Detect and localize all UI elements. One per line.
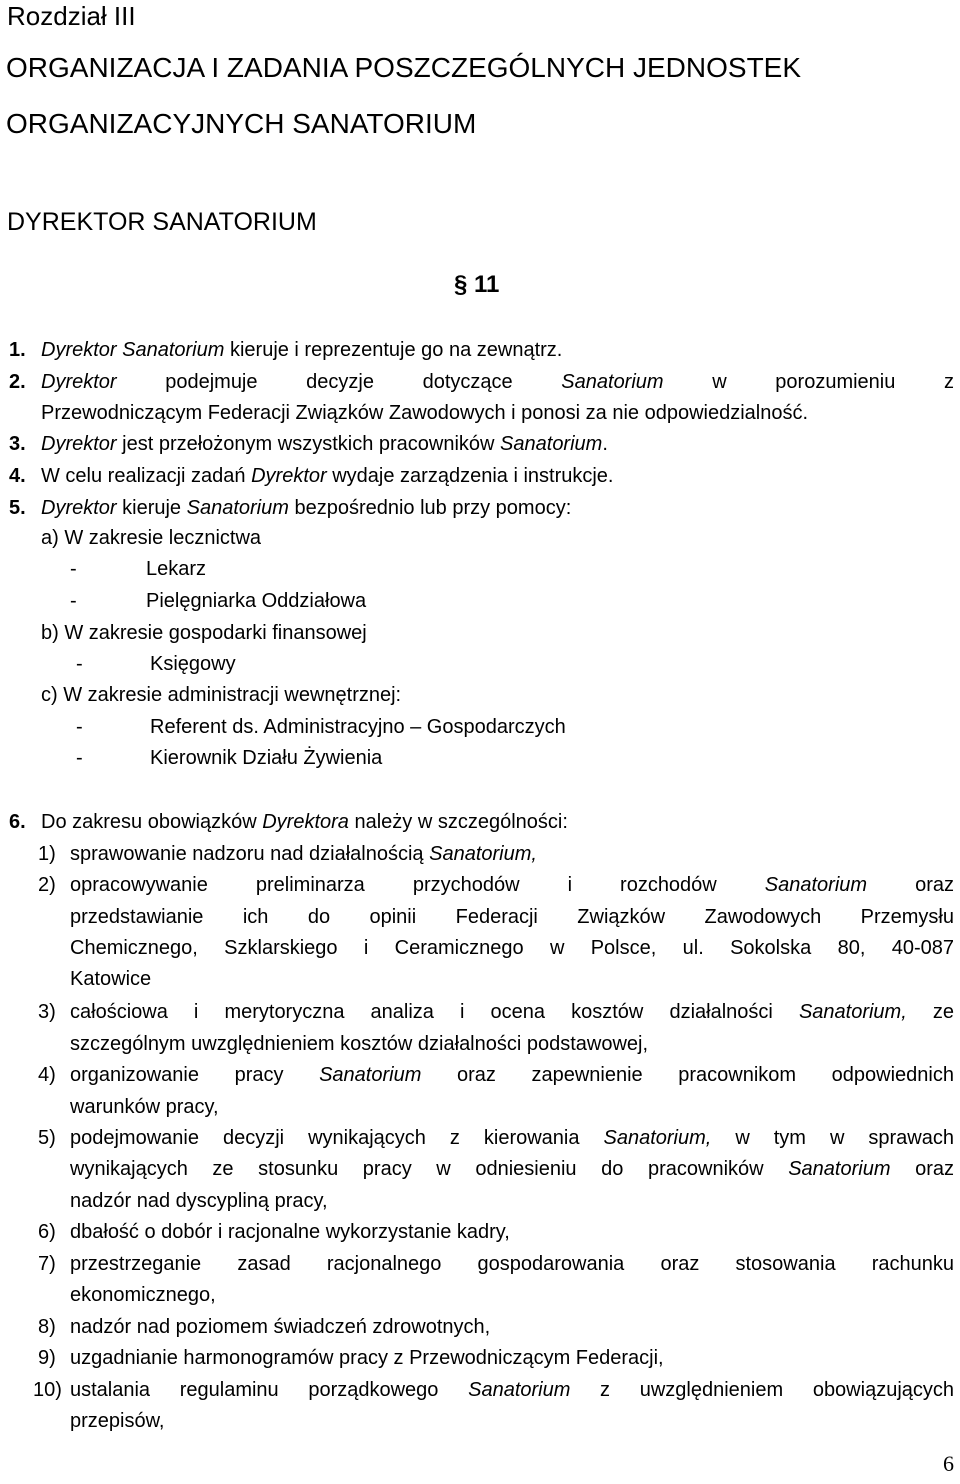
item-3-line-2: szczególnym uwzględnieniem kosztów działalności podstawowej,	[70, 1033, 649, 1055]
point-4-text: W celu realizacji zadań Dyrektor wydaje zarządzenia i instrukcje.	[41, 465, 614, 487]
list-dash: -	[70, 558, 77, 580]
point-2-number: 2.	[9, 371, 26, 393]
page-number: 6	[943, 1451, 954, 1476]
item-6-number: 6)	[38, 1221, 56, 1243]
point-1-number: 1.	[9, 339, 26, 361]
list-dash: -	[70, 590, 77, 612]
point-2-text-line-2: Przewodniczącym Federacji Związków Zawodowych i ponosi za nie odpowiedzialność.	[41, 402, 809, 424]
list-dash: -	[76, 747, 83, 769]
item-7-number: 7)	[38, 1253, 56, 1275]
item-2-line-3: Chemicznego, Szklarskiego i Ceramicznego w Polsce, ul. Sokolska 80, 40-087	[70, 937, 954, 959]
title-line-1: ORGANIZACJA I ZADANIA POSZCZEGÓLNYCH JEDNOSTEK	[6, 52, 802, 83]
item-2-number: 2)	[38, 874, 56, 896]
item-2-line-1: opracowywanie preliminarza przychodów i rozchodów Sanatorium oraz	[70, 874, 954, 896]
group-b-item-1: Księgowy	[150, 653, 236, 675]
item-8-text: nadzór nad poziomem świadczeń zdrowotnych,	[70, 1316, 491, 1338]
item-4-line-2: warunków pracy,	[70, 1096, 219, 1118]
group-a-item-2: Pielęgniarka Oddziałowa	[146, 590, 367, 612]
chapter-heading: Rozdział III	[7, 1, 136, 31]
point-3-text: Dyrektor jest przełożonym wszystkich pracowników Sanatorium.	[41, 433, 608, 455]
group-c-item-2: Kierownik Działu Żywienia	[150, 747, 383, 769]
point-5-text: Dyrektor kieruje Sanatorium bezpośrednio lub przy pomocy:	[41, 497, 572, 519]
group-c-item-1: Referent ds. Administracyjno – Gospodarczych	[150, 716, 566, 738]
item-8-number: 8)	[38, 1316, 56, 1338]
item-7-line-1: przestrzeganie zasad racjonalnego gospodarowania oraz stosowania rachunku	[70, 1253, 954, 1275]
item-1-number: 1)	[38, 843, 56, 865]
list-dash: -	[76, 716, 83, 738]
group-a-item-1: Lekarz	[146, 558, 207, 580]
item-10-number: 10)	[33, 1379, 62, 1401]
paragraph-mark: § 11	[454, 271, 500, 298]
item-5-line-1: podejmowanie decyzji wynikających z kierowania Sanatorium, w tym w sprawach	[70, 1127, 954, 1149]
section-heading: DYREKTOR SANATORIUM	[7, 208, 317, 236]
point-4-number: 4.	[9, 465, 26, 487]
item-4-number: 4)	[38, 1064, 56, 1086]
item-7-line-2: ekonomicznego,	[70, 1284, 216, 1306]
point-2-text-line-1: Dyrektor podejmuje decyzje dotyczące Sanatorium w porozumieniu z	[41, 371, 954, 393]
item-2-line-2: przedstawianie ich do opinii Federacji Związków Zawodowych Przemysłu	[70, 906, 954, 928]
item-5-line-2: wynikających ze stosunku pracy w odniesieniu do pracowników Sanatorium oraz	[70, 1158, 954, 1180]
item-5-line-3: nadzór nad dyscypliną pracy,	[70, 1190, 328, 1212]
list-dash: -	[76, 653, 83, 675]
point-3-number: 3.	[9, 433, 26, 455]
point-6-number: 6.	[9, 811, 26, 833]
item-5-number: 5)	[38, 1127, 56, 1149]
point-1-text: Dyrektor Sanatorium kieruje i reprezentuje go na zewnątrz.	[41, 339, 563, 361]
group-c-label: c) W zakresie administracji wewnętrznej:	[41, 684, 402, 706]
item-2-line-4: Katowice	[70, 968, 152, 990]
point-5-number: 5.	[9, 497, 26, 519]
item-3-line-1: całościowa i merytoryczna analiza i ocena kosztów działalności Sanatorium, ze	[70, 1001, 954, 1023]
item-10-line-2: przepisów,	[70, 1410, 165, 1432]
item-10-line-1: ustalania regulaminu porządkowego Sanatorium z uwzględnieniem obowiązujących	[70, 1379, 954, 1401]
point-6-text: Do zakresu obowiązków Dyrektora należy w szczególności:	[41, 811, 568, 833]
item-4-line-1: organizowanie pracy Sanatorium oraz zapewnienie pracownikom odpowiednich	[70, 1064, 954, 1086]
item-1-text: sprawowanie nadzoru nad działalnością Sanatorium,	[70, 843, 537, 865]
group-b-label: b) W zakresie gospodarki finansowej	[41, 622, 367, 644]
item-3-number: 3)	[38, 1001, 56, 1023]
item-9-text: uzgadnianie harmonogramów pracy z Przewodniczącym Federacji,	[70, 1347, 664, 1369]
title-line-2: ORGANIZACYJNYCH SANATORIUM	[6, 108, 477, 139]
item-9-number: 9)	[38, 1347, 56, 1369]
group-a-label: a) W zakresie lecznictwa	[41, 527, 262, 549]
item-6-text: dbałość o dobór i racjonalne wykorzystanie kadry,	[70, 1221, 510, 1243]
